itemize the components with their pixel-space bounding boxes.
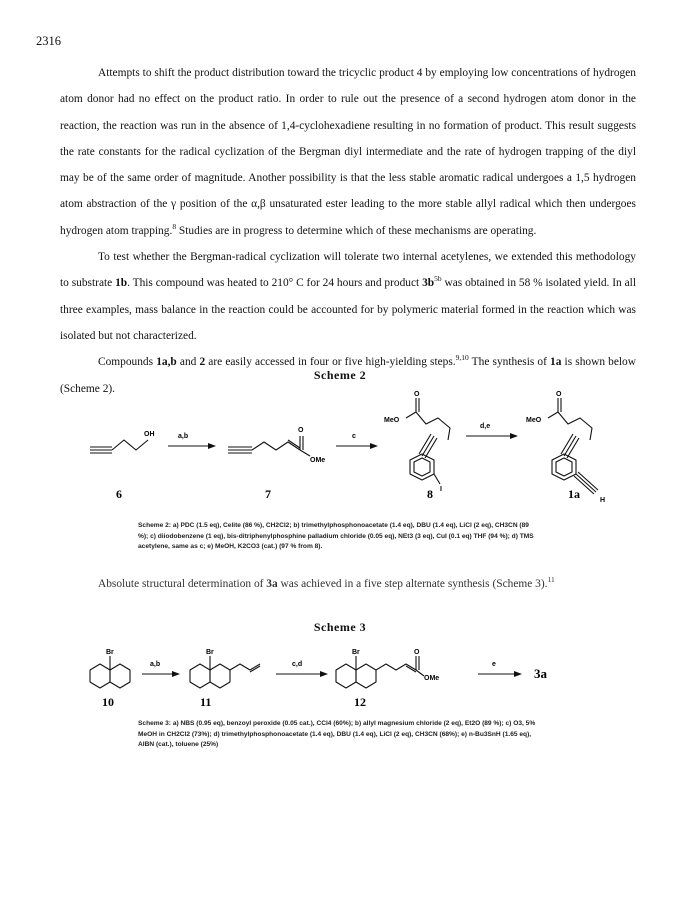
compound-11-structure — [190, 649, 260, 688]
scheme-3-intro: Absolute structural determination of 3a was achieved in a five step alternate synthesis (Scheme 3).$^{11}$ — [98, 575, 555, 590]
scheme-2-title: Scheme 2 — [313, 368, 367, 382]
scheme-3-diagram — [60, 630, 620, 710]
carbonyl-o-7: O — [298, 427, 304, 434]
methoxy-label-7: OMe — [310, 457, 326, 464]
scheme-2-caption: Scheme 2: a) PDC (1.5 eq), Celite (86 %), CH2Cl2; b) trimethylphosphonoacetate (1.4 eq), DBU (1.4 eq), LiCl (2 eq), CH3CN (89 %); c) diiodobenzene (1 eq), bis-ditriphenylphosphine palladium chloride (0.05 eq), NEt3 (3 eq), CuI (0.1 eq) THF (94 %); d) TMS acetylene, same as c; e) MeOH, K2CO3 (cat.) (97 % from 8). — [138, 522, 534, 551]
compound-7-structure — [228, 427, 325, 464]
scheme-3-title: Scheme 3 — [313, 620, 367, 634]
compound-6-structure — [90, 431, 155, 453]
paragraph-2: To test whether the Bergman-radical cyclization will tolerate two internal acetylenes, we extended this methodology to substrate 1b. This compound was heated to 210° C for 24 hours and product $3b^{5b}$ was obtained in 58 % isolated yield. In all three examples, mass balance in the reaction could be accounted for by polymeric material formed in the reaction which was isolated but not characterized. — [60, 251, 637, 342]
compound-1a-structure — [526, 391, 605, 504]
compound-8-structure — [384, 391, 450, 493]
arrow-ab-label-3: a,b — [150, 661, 161, 668]
carbonyl-o-12: O — [414, 649, 420, 656]
compound-1a-label: 1a — [568, 487, 580, 501]
compound-12-label: 12 — [354, 695, 366, 709]
compound-6-label: 6 — [116, 487, 122, 501]
iodide-label: I — [440, 486, 442, 493]
bromine-label-11: Br — [206, 649, 214, 656]
paragraph-1: Attempts to shift the product distribution toward the tricyclic product 4 by employing low concentrations of hydrogen atom donor had no effect on the product ratio. In order to rule out the presence of a second hydrogen atom donor in the reaction, the reaction was run in the absence of 1,4-cyclohexadiene resulting in no formation of product. This result suggests the rate constants for the radical cyclization of the Bergman diyl intermediate and the rate of hydrogen trapping of the diyl may be of the same order of magnitude. Another possibility is that the less stable aromatic radical undergoes a 1,5 hydrogen atom abstraction of the γ position of the α,β unsaturated ester leading to the more stable allyl radical which then undergoes hydrogen atom trapping.$^8$ Studies are in progress to determine which of these mechanisms are operating. — [60, 67, 636, 237]
compound-8-label: 8 — [427, 487, 433, 501]
bromine-label-10: Br — [106, 649, 114, 656]
arrow-ab-label: a,b — [178, 433, 189, 440]
compound-12-structure — [336, 649, 439, 688]
carbonyl-o-1a: O — [556, 391, 562, 398]
hydrogen-label: H — [600, 497, 606, 504]
arrow-e-label-3: e — [492, 661, 496, 668]
methoxy-label-1a: MeO — [526, 417, 542, 424]
arrow-de-label: d,e — [480, 423, 491, 430]
body-text-top — [60, 60, 636, 402]
methoxy-label-8: MeO — [384, 417, 400, 424]
compound-11-label: 11 — [200, 695, 212, 709]
scheme-2-diagram — [60, 388, 620, 518]
scheme-3-caption: Scheme 3: a) NBS (0.95 eq), benzoyl peroxide (0.05 cat.), CCl4 (60%); b) allyl magnesium chloride (2 eq), Et2O (89 %); c) O3, 5% MeOH in CH2Cl2 (73%); d) trimethylphosphonoacetate (1.4 eq), DBU (1.4 eq), LiCl (2 eq), CH3CN (68%); e) n-Bu3SnH (1.65 eq), AIBN (cat.), toluene (25%) — [138, 720, 536, 749]
bromine-label-12: Br — [352, 649, 360, 656]
arrow-cd-label-3: c,d — [292, 661, 303, 668]
methoxy-label-12: OMe — [424, 675, 440, 682]
compound-10-structure — [90, 649, 130, 688]
hydroxyl-label: OH — [144, 431, 155, 438]
page-number: 2316 — [36, 34, 61, 48]
product-3a-label: 3a — [534, 666, 547, 681]
compound-7-label: 7 — [265, 487, 271, 501]
carbonyl-o-8: O — [414, 391, 420, 398]
compound-10-label: 10 — [102, 695, 114, 709]
paragraph-3: Compounds 1a,b and 2 are easily accessed in four or five high-yielding steps.$^{9,10}$ The synthesis of 1a is shown below (Scheme 2). — [60, 353, 636, 395]
arrow-c-label: c — [352, 433, 356, 440]
